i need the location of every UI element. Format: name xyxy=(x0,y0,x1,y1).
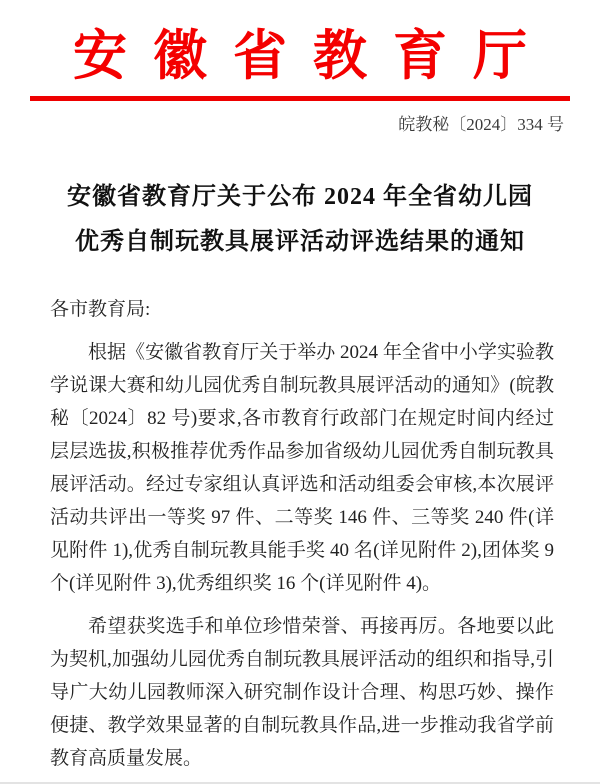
salutation: 各市教育局: xyxy=(50,299,151,320)
document-title xyxy=(40,175,560,265)
letterhead-agency-name: 安徽省教育厅 xyxy=(73,26,553,86)
body-paragraph-1: 根据《安徽省教育厅关于举办 2024 年全省中小学实验教学说课大赛和幼儿园优秀自制玩教具展评活动的通知》(皖教秘〔2024〕82 号)要求,各市教育行政部门在规定时间内经过层层选拔,积极推荐优秀作品参加省级幼儿园优秀自制玩教具展评活动。经过专家组认真评选和活动组委会审核,本次展评活动共评出一等奖 97 件、二等奖 146 件、三等奖 240 件(详见附件 1),优秀自制玩教具能手奖 40 名(详见附件 2),团体奖 9 个(详见附件 3),优秀组织奖 16 个(详见附件 4)。 xyxy=(50,342,554,594)
document-number: 皖教秘〔2024〕334 号 xyxy=(398,115,564,134)
document-title-line1: 安徽省教育厅关于公布 2024 年全省幼儿园 xyxy=(67,184,533,210)
body-paragraph-2: 希望获奖选手和单位珍惜荣誉、再接再厉。各地要以此为契机,加强幼儿园优秀自制玩教具展评活动的组织和指导,引导广大幼儿园教师深入研究制作设计合理、构思巧妙、操作便捷、教学效果显著的自制玩教具作品,进一步推动我省学前教育高质量发展。 xyxy=(50,616,554,769)
letterhead xyxy=(0,0,600,88)
red-double-rule xyxy=(30,96,570,101)
document-title-line2: 优秀自制玩教具展评活动评选结果的通知 xyxy=(75,229,525,255)
